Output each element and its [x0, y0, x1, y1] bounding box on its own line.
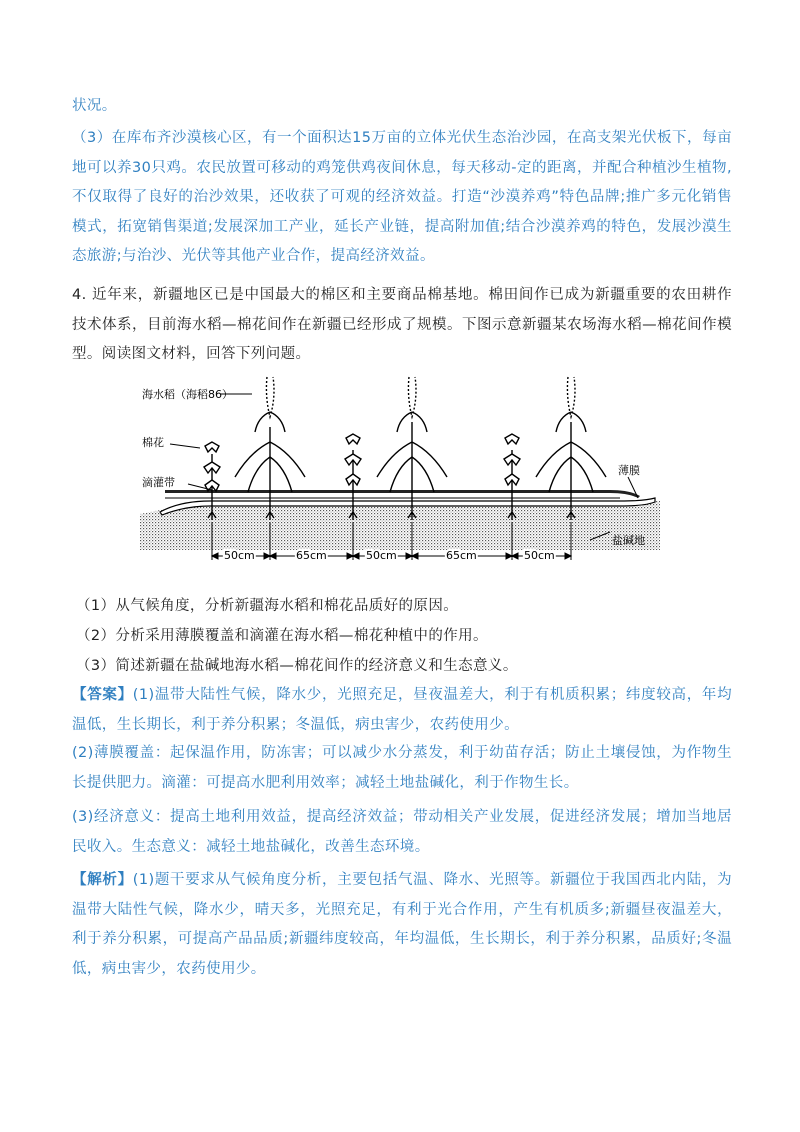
sub-question-3: （3）简述新疆在盐碱地海水稻—棉花间作的经济意义和生态意义。	[76, 658, 518, 674]
prev-answer-item3: （3）在库布齐沙漠核心区，有一个面积达15万亩的立体光伏生态治沙园，在高支架光伏板下，每亩地可以养30只鸡。农民放置可移动的鸡笼供鸡夜间休息，每天移动-定的距离，并配合种植沙生植物,不仅取得了良好的治沙效果，还收获了可观的经济效益。打造“沙漠养鸡”特色品牌;推广多元化销售模式，拓宽销售渠道;发展深加工产业，延长产业链，提高附加值;结合沙漠养鸡的特色，发展沙漠生态旅游;与治沙、光伏等其他产业合作，提高经济效益。	[72, 130, 732, 264]
label-drip: 滴灌带	[142, 476, 175, 489]
answer-part-2: (2)薄膜覆盖：起保温作用，防冻害；可以减少水分蒸发，利于幼苗存活；防止土壤侵蚀，为作物生长提供肥力。滴灌：可提高水肥利用效率；减轻土地盐碱化，利于作物生长。	[72, 745, 732, 791]
sub-question-2: （2）分析采用薄膜覆盖和滴灌在海水稻—棉花种植中的作用。	[76, 628, 488, 644]
spacing-label: 65cm	[446, 549, 477, 562]
spacing-label: 50cm	[366, 549, 397, 562]
analysis-tag: 【解析】	[72, 872, 133, 888]
answer-part-1: (1)温带大陆性气候，降水少，光照充足，昼夜温差大，利于有机质积累；纬度较高，年均温低，生长期长，利于养分积累；冬温低，病虫害少，农药使用少。	[72, 687, 732, 733]
label-rice: 海水稻（海稻86）	[142, 388, 233, 401]
label-soil: 盐碱地	[612, 534, 645, 547]
sub-question-1: （1）从气候角度，分析新疆海水稻和棉花品质好的原因。	[76, 598, 459, 614]
question-stem: 4. 近年来，新疆地区已是中国最大的棉区和主要商品棉基地。棉田间作已成为新疆重要的农田耕作技术体系，目前海水稻—棉花间作在新疆已经形成了规模。下图示意新疆某农场海水稻—棉花间作模型。阅读图文材料，回答下列问题。	[72, 287, 732, 362]
analysis-text: (1)题干要求从气候角度分析，主要包括气温、降水、光照等。新疆位于我国西北内陆，为温带大陆性气候，降水少，晴天多，光照充足，有利于光合作用，产生有机质多;新疆昼夜温差大，利于养分积累，可提高产品品质;新疆纬度较高，年均温低，生长期长，利于养分积累，品质好;冬温低，病虫害少，农药使用少。	[72, 872, 732, 977]
analysis-block	[72, 866, 732, 984]
label-film: 薄膜	[618, 464, 640, 477]
spacing-label: 50cm	[524, 549, 555, 562]
answer-tag: 【答案】	[72, 687, 133, 703]
drip-tape	[165, 490, 640, 498]
intercrop-diagram	[140, 372, 670, 577]
prev-answer-line-end: 状况。	[72, 98, 117, 114]
plant-pair-2	[345, 377, 447, 520]
spacing-label: 50cm	[224, 549, 255, 562]
plant-pair-3	[504, 377, 606, 520]
saline-soil	[140, 500, 660, 550]
answer-block	[72, 681, 732, 740]
label-cotton: 棉花	[142, 436, 164, 449]
answer-part-3: (3)经济意义：提高土地利用效益，提高经济效益；带动相关产业发展，促进经济发展；增加当地居民收入。生态意义：减轻土地盐碱化，改善生态环境。	[72, 809, 732, 855]
spacing-label: 65cm	[296, 549, 327, 562]
